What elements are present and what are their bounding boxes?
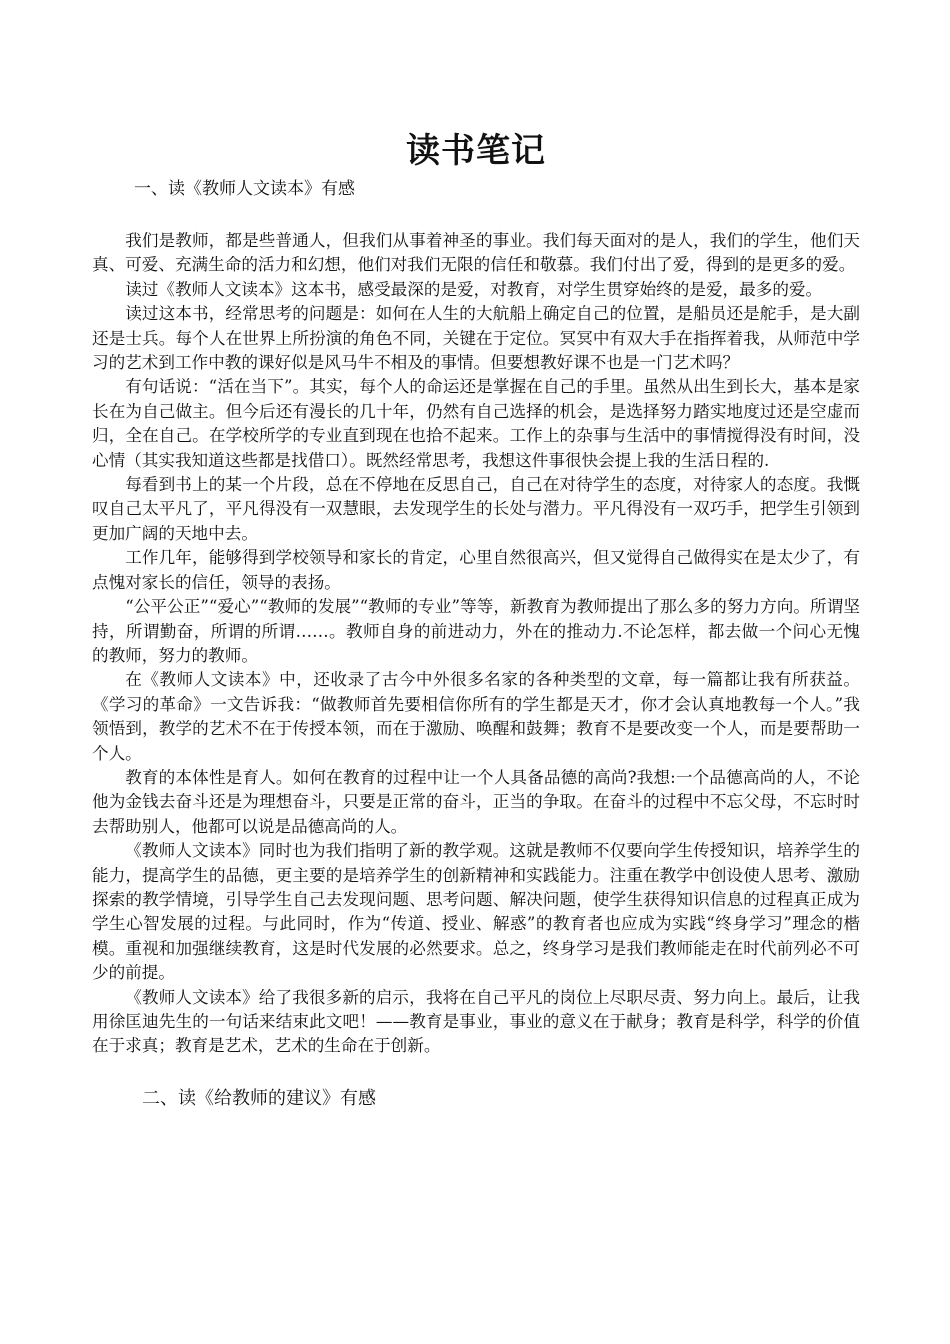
paragraph: 《教师人文读本》同时也为我们指明了新的教学观。这就是教师不仅要向学生传授知识，培养学生的能力，提高学生的品德，更主要的是培养学生的创新精神和实践能力。注重在教学中创设使人思考、激励探索的教学情境，引导学生自己去发现问题、思考问题、解决问题，使学生获得知识信息的过程真正成为学生心智发展的过程。与此同时，作为“传道、授业、解惑”的教育者也应成为实践“终身学习”理念的楷模。重视和加强继续教育，这是时代发展的必然要求。总之，终身学习是我们教师能走在时代前列必不可少的前提。	[92, 841, 860, 983]
paragraph: 读过这本书，经常思考的问题是：如何在人生的大航船上确定自己的位置，是船员还是舵手，是大副还是士兵。每个人在世界上所扮演的角色不同，关键在于定位。冥冥中有双大手在指挥着我，从师范中学习的艺术到工作中教的课好似是风马牛不相及的事情。但要想教好课不也是一门艺术吗？	[92, 304, 860, 373]
section-heading-2: 二、读《给教师的建议》有感	[142, 1087, 376, 1109]
section-1-body	[92, 229, 860, 1059]
paragraph: 我们是教师，都是些普通人，但我们从事着神圣的事业。我们每天面对的是人，我们的学生，他们天真、可爱、充满生命的活力和幻想，他们对我们无限的信任和敬慕。我们付出了爱，得到的是更多的爱。	[92, 231, 860, 275]
document-page	[92, 125, 860, 1111]
paragraph: 每看到书上的某一个片段，总在不停地在反思自己，自己在对待学生的态度，对待家人的态度。我慨叹自己太平凡了，平凡得没有一双慧眼，去发现学生的长处与潜力。平凡得没有一双巧手，把学生引领到更加广阔的天地中去。	[92, 475, 860, 543]
paragraph: 《教师人文读本》给了我很多新的启示，我将在自己平凡的岗位上尽职尽责、努力向上。最后，让我用徐匡迪先生的一句话来结束此文吧！——教育是事业，事业的意义在于献身；教育是科学，科学的价值在于求真；教育是艺术，艺术的生命在于创新。	[92, 987, 860, 1056]
paragraph: 教育的本体性是育人。如何在教育的过程中让一个人具备品德的高尚?我想:一个品德高尚的人，不论他为金钱去奋斗还是为理想奋斗，只要是正常的奋斗，正当的争取。在奋斗的过程中不忘父母，不忘时时去帮助别人，他都可以说是品德高尚的人。	[92, 767, 860, 836]
document-title: 读书笔记	[406, 131, 546, 171]
paragraph: 在《教师人文读本》中，还收录了古今中外很多名家的各种类型的文章，每一篇都让我有所获益。《学习的革命》一文告诉我：“做教师首先要相信你所有的学生都是天才，你才会认真地教每一个人。”我领悟到，教学的艺术不在于传授本领，而在于激励、唤醒和鼓舞；教育不是要改变一个人，而是要帮助一个人。	[92, 670, 860, 763]
paragraph: “公平公正”“爱心”“教师的发展”“教师的专业”等等，新教育为教师提出了那么多的努力方向。所谓坚持，所谓勤奋，所谓的所谓……。教师自身的前进动力，外在的推动力.不论怎样，都去做一个问心无愧的教师，努力的教师。	[92, 597, 860, 665]
section-heading-1: 一、读《教师人文读本》有感	[134, 179, 355, 199]
paragraph: 有句话说：“活在当下”。其实，每个人的命运还是掌握在自己的手里。虽然从出生到长大，基本是家长在为自己做主。但今后还有漫长的几十年，仍然有自己选择的机会，是选择努力踏实地度过还是空虚而归，全在自己。在学校所学的专业直到现在也拾不起来。工作上的杂事与生活中的事情搅得没有时间，没心情（其实我知道这些都是找借口）。既然经常思考，我想这件事很快会提上我的生活日程的.	[92, 377, 860, 470]
paragraph: 工作几年，能够得到学校领导和家长的肯定，心里自然很高兴，但又觉得自己做得实在是太少了，有点愧对家长的信任，领导的表扬。	[92, 548, 860, 592]
paragraph: 读过《教师人文读本》这本书，感受最深的是爱，对教育，对学生贯穿始终的是爱，最多的爱。	[125, 279, 823, 299]
